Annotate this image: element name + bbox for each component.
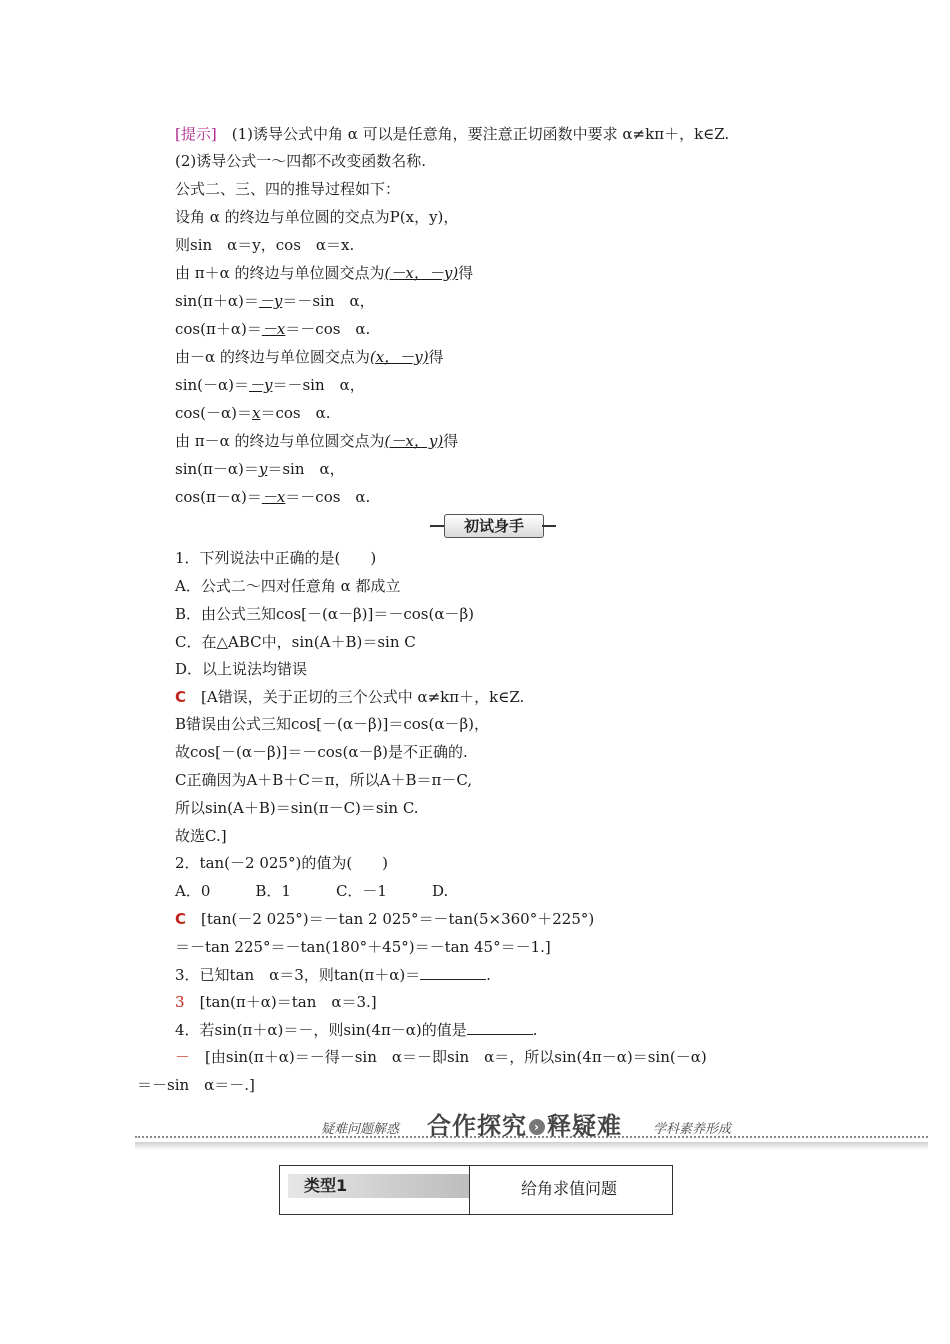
derive-line-4 <box>175 263 473 283</box>
q3-stem <box>175 965 491 985</box>
answer-blank <box>467 1020 533 1035</box>
q2-options: A．0 B．1 C．－1 D. <box>175 882 449 900</box>
answer-blank <box>420 965 486 980</box>
q1-solution-2: B错误由公式三知cos[－(α－β)]＝cos(α－β)， <box>175 715 489 733</box>
derive-text: 得 <box>428 348 444 366</box>
derive-text: ＝sin α， <box>267 460 345 478</box>
section-right-caption: 学科素养形成 <box>653 1122 732 1137</box>
q1-answer: C <box>175 688 187 706</box>
section-left-caption: 疑难问题解惑 <box>321 1122 400 1137</box>
q3-answer: 3 <box>175 993 185 1011</box>
derive-text: sin(π－α)＝ <box>175 460 259 478</box>
q3-solution <box>175 992 377 1012</box>
try-it-banner <box>430 514 556 538</box>
derive-text: sin(－α)＝ <box>175 376 249 394</box>
q4-stem-text: 4．若sin(π＋α)＝－，则sin(4π－α)的值是 <box>175 1021 467 1039</box>
q2-answer: C <box>175 910 187 928</box>
derive-text: 由 π＋α 的终边与单位圆交点为 <box>175 264 385 282</box>
derive-answer-point: (x，－y) <box>369 348 429 366</box>
derive-line-11 <box>175 459 345 479</box>
q1-solution-4: C正确因为A＋B＋C＝π，所以A＋B＝π－C, <box>175 771 473 789</box>
derive-answer: －x <box>261 320 286 338</box>
try-it-title: 初试身手 <box>444 514 544 538</box>
q2-solution-2: ＝－tan 225°＝－tan(180°＋45°)＝－tan 45°＝－1.] <box>175 938 551 956</box>
derive-text: ＝cos α. <box>260 404 331 422</box>
derive-text: 得 <box>443 432 459 450</box>
section-banner <box>135 1104 928 1154</box>
banner-rule-left <box>430 525 444 527</box>
derive-answer: y <box>258 460 268 478</box>
q3-stem-end: . <box>486 966 491 984</box>
q2-solution-1 <box>175 909 594 929</box>
derive-text: ＝－cos α. <box>285 488 371 506</box>
type-label: 给角求值问题 <box>521 1179 618 1198</box>
q2-stem: 2．tan(－2 025°)的值为( ) <box>175 854 389 872</box>
q1-option-c: C．在△ABC中，sin(A＋B)＝sin C <box>175 633 416 651</box>
hint-tag: [提示] <box>175 125 217 143</box>
banner-shade <box>135 1142 928 1150</box>
q2-solution-text: [tan(－2 025°)＝－tan 2 025°＝－tan(5×360°＋225°) <box>201 910 595 928</box>
derive-answer: －y <box>258 292 283 310</box>
section-title-a: 合作探究 <box>427 1112 527 1140</box>
q1-option-a: A．公式二～四对任意角 α 都成立 <box>175 577 401 595</box>
q4-solution-text: [由sin(π＋α)＝－得－sin α＝－即sin α＝，所以sin(4π－α)＝sin(－α) <box>205 1048 707 1066</box>
derive-line-5 <box>175 291 375 311</box>
derive-answer: －x <box>261 488 286 506</box>
q1-option-d: D．以上说法均错误 <box>175 660 308 678</box>
section-title <box>427 1106 622 1141</box>
derive-text: cos(π＋α)＝ <box>175 320 262 338</box>
hint-line-1 <box>175 124 729 144</box>
derive-text: 得 <box>458 264 474 282</box>
q1-stem: 1．下列说法中正确的是( ) <box>175 549 377 567</box>
derive-line-12 <box>175 487 370 507</box>
section-title-b: 释疑难 <box>547 1112 622 1140</box>
derive-text: cos(π－α)＝ <box>175 488 262 506</box>
derive-text: ＝－sin α， <box>272 376 365 394</box>
q1-solution-text: [A错误，关于正切的三个公式中 α≠kπ＋，k∈Z. <box>201 688 525 706</box>
derive-line-8 <box>175 375 365 395</box>
arrow-icon: › <box>529 1119 545 1135</box>
derive-line-2: 设角 α 的终边与单位圆的交点为P(x，y)， <box>175 208 459 226</box>
type-box <box>279 1165 673 1215</box>
derive-text: sin(π＋α)＝ <box>175 292 259 310</box>
q4-solution-2: ＝－sin α＝－.] <box>137 1076 255 1094</box>
derive-text: 由 π－α 的终边与单位圆交点为 <box>175 432 385 450</box>
q4-answer: － <box>175 1048 191 1066</box>
banner-rule-right <box>542 525 556 527</box>
derive-line-7 <box>175 347 444 367</box>
derive-text: 由－α 的终边与单位圆交点为 <box>175 348 370 366</box>
hint-text-1: (1)诱导公式中角 α 可以是任意角，要注意正切函数中要求 α≠kπ＋，k∈Z. <box>231 125 730 143</box>
derive-answer-point: (－x，y) <box>384 432 444 450</box>
derive-line-3: 则sin α＝y，cos α＝x. <box>175 236 355 254</box>
q4-solution-1 <box>175 1047 707 1067</box>
q1-solution-1 <box>175 687 524 707</box>
derive-line-10 <box>175 431 458 451</box>
q1-option-b: B．由公式三知cos[－(α－β)]＝－cos(α－β) <box>175 605 474 623</box>
q4-stem <box>175 1020 538 1040</box>
derive-text: ＝－cos α. <box>285 320 371 338</box>
q3-stem-text: 3．已知tan α＝3，则tan(π＋α)＝ <box>175 966 421 984</box>
q1-solution-6: 故选C.] <box>175 827 227 845</box>
type-box-left <box>280 1166 470 1214</box>
hint-line-2: (2)诱导公式一～四都不改变函数名称. <box>175 152 427 170</box>
derive-text: cos(－α)＝ <box>175 404 252 422</box>
derive-line-6 <box>175 319 370 339</box>
type-tag: 类型1 <box>288 1174 469 1198</box>
derive-answer: －y <box>249 376 273 394</box>
q4-stem-end: . <box>532 1021 538 1039</box>
derive-text: ＝－sin α， <box>282 292 375 310</box>
derive-line-9 <box>175 403 330 423</box>
derive-answer-point: (－x，－y) <box>384 264 459 282</box>
q3-solution-text: [tan(π＋α)＝tan α＝3.] <box>199 993 377 1011</box>
derive-answer: x <box>251 404 261 422</box>
q1-solution-3: 故cos[－(α－β)]＝－cos(α－β)是不正确的. <box>175 743 468 761</box>
derive-intro: 公式二、三、四的推导过程如下： <box>175 180 401 198</box>
q1-solution-5: 所以sin(A＋B)＝sin(π－C)＝sin C. <box>175 799 419 817</box>
